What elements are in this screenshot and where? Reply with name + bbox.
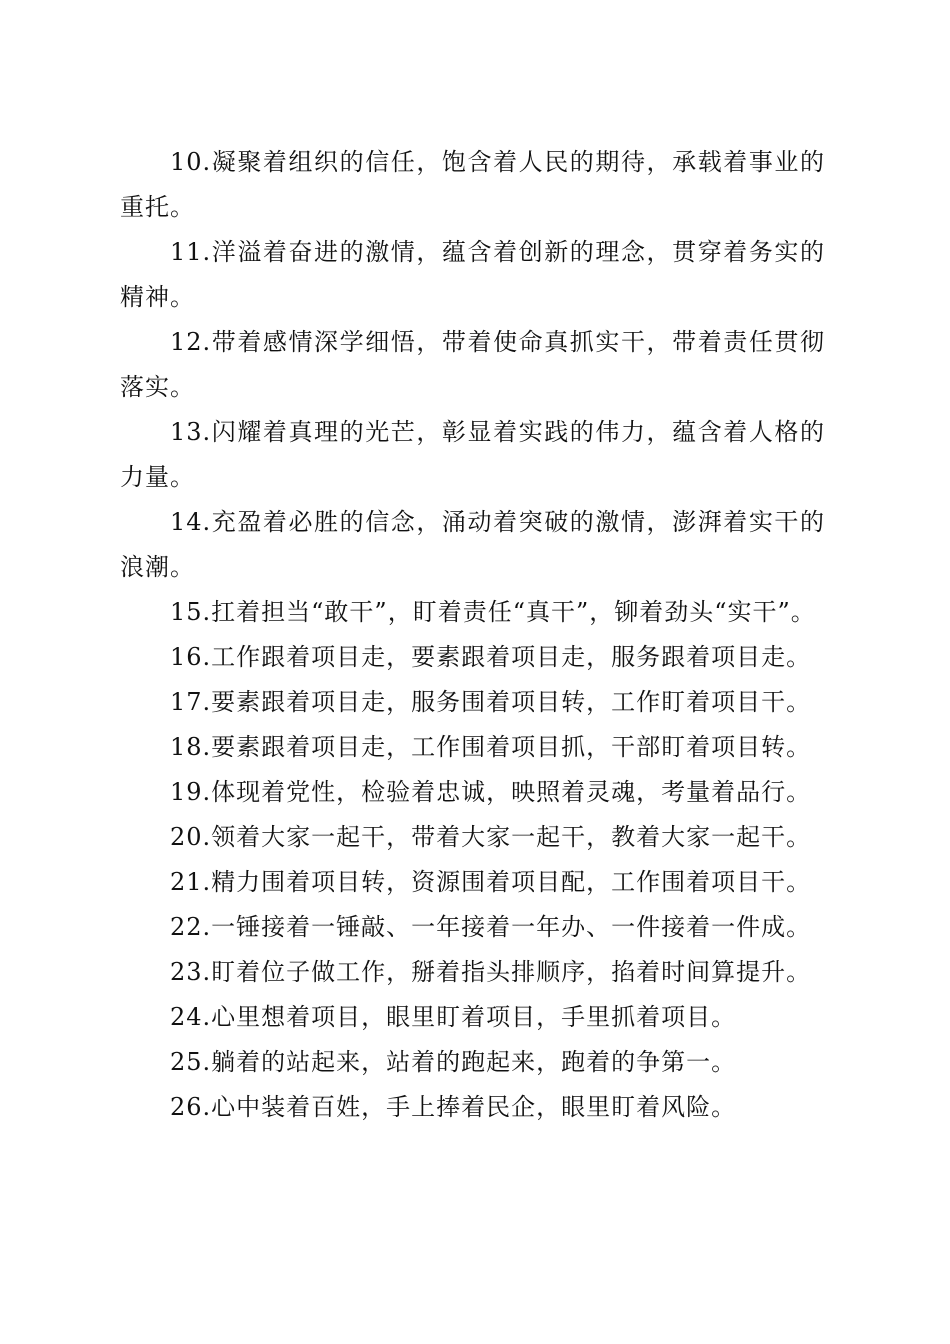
paragraph-23: 23.盯着位子做工作，掰着指头排顺序，掐着时间算提升。	[170, 958, 812, 986]
paragraph-19: 19.体现着党性，检验着忠诚，映照着灵魂，考量着品行。	[170, 778, 812, 806]
paragraph-20: 20.领着大家一起干，带着大家一起干，教着大家一起干。	[170, 823, 812, 851]
paragraph-21: 21.精力围着项目转，资源围着项目配，工作围着项目干。	[170, 868, 812, 896]
paragraph-17: 17.要素跟着项目走，服务围着项目转，工作盯着项目干。	[170, 688, 812, 716]
document-body	[120, 140, 825, 1130]
paragraph-18: 18.要素跟着项目走，工作围着项目抓，干部盯着项目转。	[170, 733, 812, 761]
paragraph-26: 26.心中装着百姓，手上捧着民企，眼里盯着风险。	[170, 1093, 737, 1121]
paragraph-13: 13.闪耀着真理的光芒，彰显着实践的伟力，蕴含着人格的力量。	[120, 418, 825, 491]
paragraph-12: 12.带着感情深学细悟，带着使命真抓实干，带着责任贯彻落实。	[120, 328, 825, 401]
paragraph-11: 11.洋溢着奋进的激情，蕴含着创新的理念，贯穿着务实的精神。	[120, 238, 825, 311]
paragraph-14: 14.充盈着必胜的信念，涌动着突破的激情，澎湃着实干的浪潮。	[120, 508, 825, 581]
paragraph-24: 24.心里想着项目，眼里盯着项目，手里抓着项目。	[170, 1003, 737, 1031]
paragraph-16: 16.工作跟着项目走，要素跟着项目走，服务跟着项目走。	[170, 643, 812, 671]
paragraph-15: 15.扛着担当“敢干”，盯着责任“真干”，铆着劲头“实干”。	[170, 598, 816, 626]
paragraph-22: 22.一锤接着一锤敲、一年接着一年办、一件接着一件成。	[170, 913, 812, 941]
paragraph-25: 25.躺着的站起来，站着的跑起来，跑着的争第一。	[170, 1048, 737, 1076]
paragraph-10: 10.凝聚着组织的信任，饱含着人民的期待，承载着事业的重托。	[120, 148, 825, 221]
